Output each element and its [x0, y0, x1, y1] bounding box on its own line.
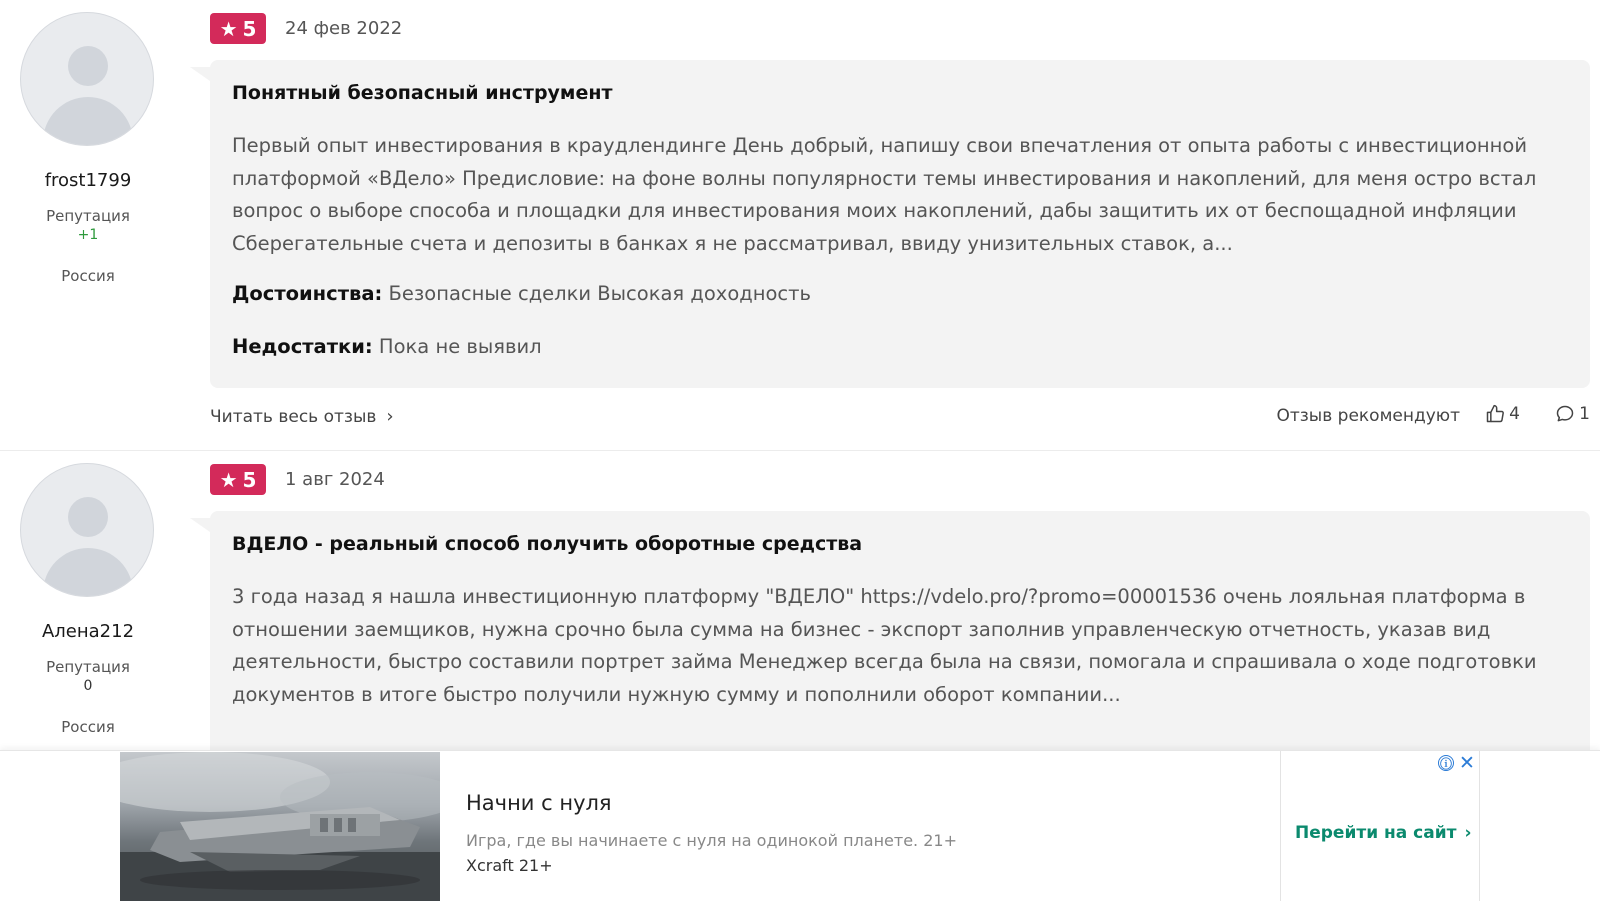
- comments-button[interactable]: [1555, 404, 1590, 424]
- rating-value: 5: [242, 467, 257, 492]
- reputation-value: 0: [83, 678, 93, 694]
- review-cons: [232, 335, 542, 358]
- like-button[interactable]: [1485, 404, 1520, 424]
- cons-label: Недостатки:: [232, 335, 373, 358]
- avatar-body-shape: [43, 548, 133, 597]
- rating-value: 5: [242, 16, 257, 41]
- likes-count: 4: [1509, 404, 1520, 424]
- info-icon[interactable]: ⓘ: [1439, 757, 1452, 771]
- reputation-label: Репутация: [46, 658, 130, 676]
- review-date: 24 фев 2022: [285, 18, 403, 39]
- ad-cta-button[interactable]: [1295, 823, 1472, 843]
- author-name[interactable]: frost1799: [44, 170, 132, 191]
- avatar[interactable]: [20, 463, 154, 597]
- avatar-head-shape: [68, 46, 108, 86]
- ad-source: Xcraft 21+: [466, 856, 553, 875]
- cons-text: Пока не выявил: [378, 335, 542, 358]
- ad-cta-panel: [1280, 751, 1480, 901]
- reputation-value: +1: [77, 227, 99, 243]
- avatar-head-shape: [68, 497, 108, 537]
- thumbs-up-icon: [1485, 404, 1505, 424]
- review-title[interactable]: ВДЕЛО - реальный способ получить оборотные средства: [232, 533, 863, 555]
- ad-banner[interactable]: [0, 750, 1600, 901]
- ad-title[interactable]: Начни с нуля: [466, 791, 612, 815]
- review-author: [20, 463, 156, 736]
- spaceship-illustration: [120, 752, 440, 901]
- review-text: Первый опыт инвестирования в краудлендинге День добрый, напишу свои впечатления от опыта работы с инвестиционной платформой «ВДело» Предисловие: на фоне волны популярности темы инвестирования и накоплений, для меня остро встал вопрос о выборе способа и площадки для инвестирования моих накоплений, дабы защитить их от беспощадной инфляции Сберегательные счета и депозиты в банках я не рассматривал, ввиду унизительных ставок, а...: [232, 134, 1537, 255]
- rating-badge: [210, 13, 266, 44]
- author-country: Россия: [61, 267, 115, 285]
- read-more-link[interactable]: [210, 406, 394, 427]
- review-footer: [210, 406, 1590, 430]
- review-text: 3 года назад я нашла инвестиционную платформу "ВДЕЛО" https://vdelo.pro/?promo=00001536 очень лояльная платформа в отношении заемщиков, нужна срочно была сумма на бизнес - экспорт заполнив управленческую отчетность, указав вид деятельности, быстро составили портрет займа Менеджер всегда была на связи, помогала и спрашивала о ходе подготовки документов в итоге быстро получили нужную сумму и пополнили оборот компании...: [232, 585, 1537, 706]
- chevron-right-icon: ›: [386, 406, 394, 427]
- review-meta: [210, 13, 402, 44]
- author-name[interactable]: Алена212: [41, 621, 135, 642]
- review-author: [20, 12, 156, 285]
- review-meta: [210, 464, 385, 495]
- read-more-label: Читать весь отзыв: [210, 407, 377, 427]
- rating-badge: [210, 464, 266, 495]
- review-item: [0, 451, 1600, 751]
- avatar-body-shape: [43, 97, 133, 146]
- comment-icon: [1555, 404, 1575, 424]
- reputation-label: Репутация: [46, 207, 130, 225]
- close-icon[interactable]: ✕: [1459, 752, 1475, 774]
- review-pros: [232, 282, 811, 305]
- pros-label: Достоинства:: [232, 282, 383, 305]
- review-card[interactable]: [210, 511, 1590, 771]
- ad-cta-label: Перейти на сайт: [1295, 823, 1457, 843]
- author-country: Россия: [61, 718, 115, 736]
- ad-image[interactable]: [120, 752, 440, 901]
- star-icon: ★: [219, 467, 238, 492]
- review-title[interactable]: Понятный безопасный инструмент: [232, 82, 613, 104]
- chevron-right-icon: ›: [1464, 823, 1472, 843]
- avatar[interactable]: [20, 12, 154, 146]
- comments-count: 1: [1579, 404, 1590, 424]
- pros-text: Безопасные сделки Высокая доходность: [388, 282, 811, 305]
- ad-description: Игра, где вы начинаете с нуля на одинокой планете. 21+: [466, 831, 957, 850]
- review-date: 1 авг 2024: [285, 469, 385, 490]
- review-card[interactable]: [210, 60, 1590, 388]
- star-icon: ★: [219, 16, 238, 41]
- recommend-label: Отзыв рекомендуют: [1276, 406, 1460, 426]
